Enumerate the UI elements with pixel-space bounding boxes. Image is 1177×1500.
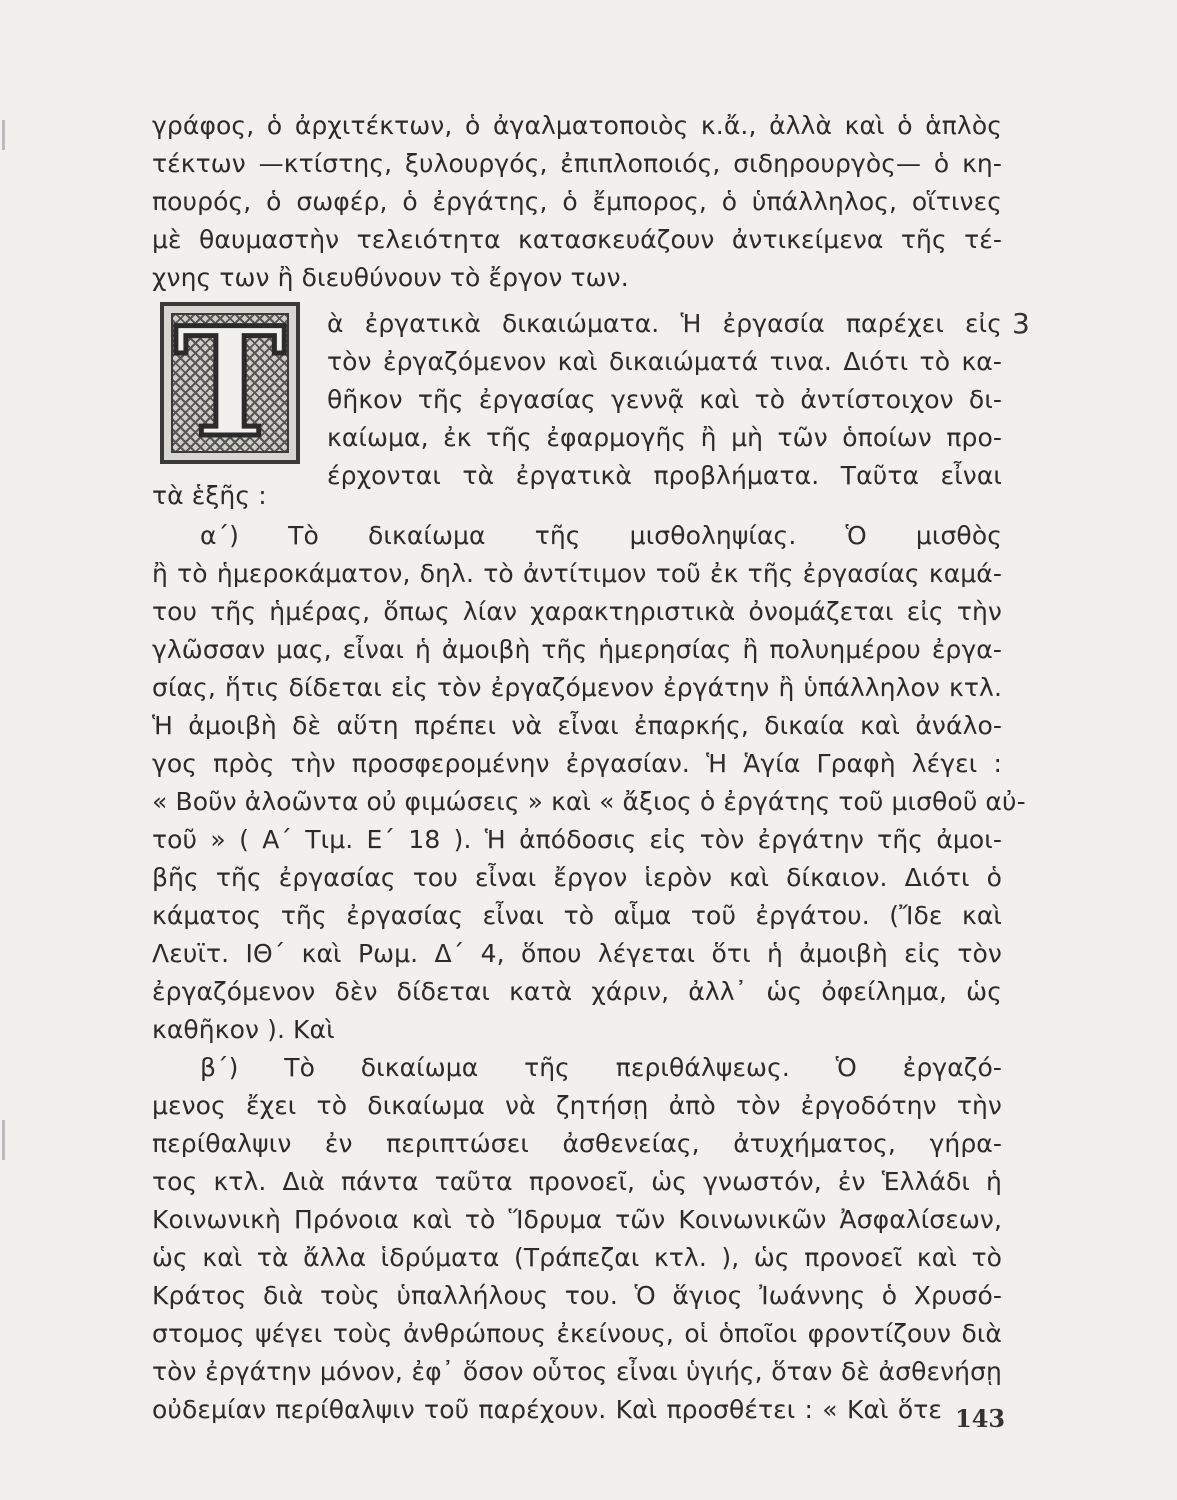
section-heading-line: ὰ ἐργατικὰ δικαιώματα. Ἡ ἐργασία παρέχει εἰς [327,309,1002,338]
text-line: θῆκον τῆς ἐργασίας γεννᾷ καὶ τὸ ἀντίστοιχον δι- [327,385,1002,414]
drop-cap-ornament [160,295,300,471]
text-line: ἐργαζόμενον δὲν δίδεται κατὰ χάριν, ἀλλ᾽ ὡς ὀφείλημα, ὡς [152,977,1002,1006]
text-line: τὸν ἐργάτην μόνον, ἐφ᾽ ὅσον οὗτος εἶναι ὑγιής, ὅταν δὲ ἀσθενήσῃ [152,1357,1002,1386]
text-line: καίωμα, ἐκ τῆς ἐφαρμογῆς ἢ μὴ τῶν ὁποίων προ- [327,423,1002,452]
text-line: έρχονται τὰ ἐργατικὰ προβλήματα. Ταῦτα εἶναι [327,461,1002,490]
text-line: χνης των ἢ διευθύνουν τὸ ἔργον των. [152,263,629,292]
page-number: 143 [955,1404,1006,1433]
text-line: περίθαλψιν ἐν περιπτώσει ἀσθενείας, ἀτυχήματος, γήρα- [152,1129,1002,1158]
text-line: σίας, ἥτις δίδεται εἰς τὸν ἐργαζόμενον ἐργάτην ἢ ὑπάλληλον κτλ. [152,673,1002,702]
text-line: κάματος τῆς ἐργασίας εἶναι τὸ αἷμα τοῦ ἐργάτου. (Ἴδε καὶ [152,901,1002,930]
text-line: στομος ψέγει τοὺς ἀνθρώπους ἐκείνους, οἱ ὁποῖοι φροντίζουν διὰ [152,1319,1002,1348]
text-line: τὸν ἐργαζόμενον καὶ δικαιώματά τινα. Διότι τὸ κα- [327,347,1002,376]
text-line: τὰ ἑξῆς : [152,481,267,510]
text-line: ἢ τὸ ἡμεροκάματον, δηλ. τὸ ἀντίτιμον τοῦ ἐκ τῆς ἐργασίας καμά- [152,559,1002,588]
text-line: πουρός, ὁ σωφέρ, ὁ ἐργάτης, ὁ ἔμπορος, ὁ ὑπάλληλος, οἵτινες [152,187,1002,216]
text-line: του τῆς ἡμέρας, ὅπως λίαν χαρακτηριστικὰ ὀνομάζεται εἰς τὴν [152,597,1002,626]
text-line: γλῶσσαν μας, εἶναι ἡ ἀμοιβὴ τῆς ἡμερησίας ἢ πολυημέρου ἐργα- [152,635,1002,664]
text-line: ὡς καὶ τὰ ἄλλα ἱδρύματα (Τράπεζαι κτλ. ), ὡς προνοεῖ καὶ τὸ [152,1243,1002,1272]
text-line: μενος ἔχει τὸ δικαίωμα νὰ ζητήσῃ ἀπὸ τὸν ἐργοδότην τὴν [152,1091,1002,1120]
text-line: τοῦ » ( Α΄ Τιμ. Ε΄ 18 ). Ἡ ἀπόδοσις εἰς τὸν ἐργάτην τῆς ἀμοι- [152,825,1002,854]
drop-cap-letter: Τ [174,295,286,471]
binding-mark [2,1120,5,1160]
text-line: Κοινωνικὴ Πρόνοια καὶ τὸ Ἵδρυμα τῶν Κοινωνικῶν Ἀσφαλίσεων, [152,1205,1002,1234]
section-number: 3 [1012,307,1030,340]
text-line: τος κτλ. Διὰ πάντα ταῦτα προνοεῖ, ὡς γνωστόν, ἐν Ἑλλάδι ἡ [152,1167,1002,1196]
text-line: α΄) Τὸ δικαίωμα τῆς μισθοληψίας. Ὁ μισθὸς [200,521,1002,550]
text-line: βῆς τῆς ἐργασίας του εἶναι ἔργον ἱερὸν καὶ δίκαιον. Διότι ὁ [152,863,1002,892]
text-line: β΄) Τὸ δικαίωμα τῆς περιθάλψεως. Ὁ ἐργαζό- [200,1053,1002,1082]
text-line: τέκτων —κτίστης, ξυλουργός, ἐπιπλοποιός, σιδηρουργὸς— ὁ κη- [152,149,1002,178]
text-line: γος πρὸς τὴν προσφερομένην ἐργασίαν. Ἡ Ἁγία Γραφὴ λέγει : [152,749,1002,778]
text-line: « Βοῦν ἀλοῶντα οὐ φιμώσεις » καὶ « ἄξιος ὁ ἐργάτης τοῦ μισθοῦ αὐ- [152,787,1026,816]
binding-mark [2,120,5,150]
text-line: οὐδεμίαν περίθαλψιν τοῦ παρέχουν. Καὶ προσθέτει : « Καὶ ὅτε [152,1395,942,1424]
text-line: Ἡ ἀμοιβὴ δὲ αὕτη πρέπει νὰ εἶναι ἐπαρκής, δικαία καὶ ἀνάλο- [152,711,1002,740]
text-line: Λευϊτ. ΙΘ΄ καὶ Ρωμ. Δ΄ 4, ὅπου λέγεται ὅτι ἡ ἀμοιβὴ εἰς τὸν [152,939,1002,968]
text-line: γράφος, ὁ ἀρχιτέκτων, ὁ ἀγαλματοποιὸς κ.ἄ., ἀλλὰ καὶ ὁ ἁπλὸς [152,111,1002,140]
text-line: καθῆκον ). Καὶ [152,1015,335,1044]
text-line: Κράτος διὰ τοὺς ὑπαλλήλους του. Ὁ ἅγιος Ἰωάννης ὁ Χρυσό- [152,1281,1002,1310]
text-line: μὲ θαυμαστὴν τελειότητα κατασκευάζουν ἀντικείμενα τῆς τέ- [152,225,1002,254]
